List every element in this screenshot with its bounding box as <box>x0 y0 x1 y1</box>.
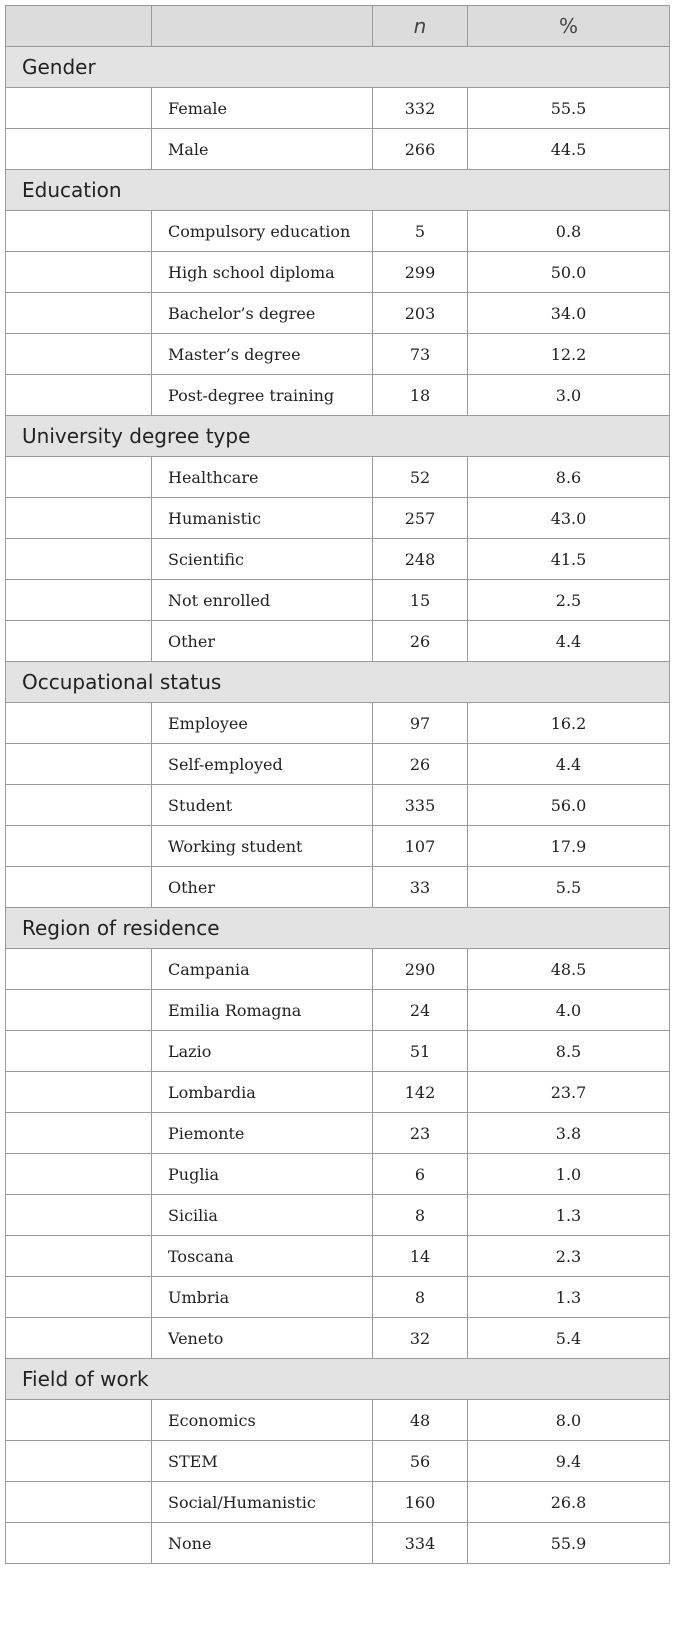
row-label: Veneto <box>152 1318 373 1359</box>
row-blank-cell <box>6 990 152 1031</box>
row-blank-cell <box>6 457 152 498</box>
table-body <box>6 47 670 1564</box>
row-n: 26 <box>373 744 468 785</box>
row-blank-cell <box>6 744 152 785</box>
row-n: 18 <box>373 375 468 416</box>
row-blank-cell <box>6 826 152 867</box>
row-label: Puglia <box>152 1154 373 1195</box>
row-blank-cell <box>6 1154 152 1195</box>
row-label: Student <box>152 785 373 826</box>
row-n: 24 <box>373 990 468 1031</box>
row-percent: 9.4 <box>468 1441 670 1482</box>
table-row <box>6 88 670 129</box>
table-row <box>6 703 670 744</box>
row-n: 332 <box>373 88 468 129</box>
row-label: High school diploma <box>152 252 373 293</box>
table-row <box>6 129 670 170</box>
row-n: 73 <box>373 334 468 375</box>
row-percent: 4.4 <box>468 744 670 785</box>
row-percent: 8.6 <box>468 457 670 498</box>
row-blank-cell <box>6 1031 152 1072</box>
row-n: 334 <box>373 1523 468 1564</box>
row-label: Scientific <box>152 539 373 580</box>
row-percent: 3.8 <box>468 1113 670 1154</box>
row-blank-cell <box>6 1195 152 1236</box>
row-n: 56 <box>373 1441 468 1482</box>
row-n: 160 <box>373 1482 468 1523</box>
row-label: Sicilia <box>152 1195 373 1236</box>
section-title: Region of residence <box>6 908 670 949</box>
row-label: Self-employed <box>152 744 373 785</box>
row-n: 6 <box>373 1154 468 1195</box>
row-label: Male <box>152 129 373 170</box>
row-blank-cell <box>6 867 152 908</box>
table-row <box>6 1236 670 1277</box>
table-row <box>6 293 670 334</box>
row-blank-cell <box>6 1277 152 1318</box>
row-n: 14 <box>373 1236 468 1277</box>
table-row <box>6 826 670 867</box>
table-row <box>6 580 670 621</box>
row-percent: 4.4 <box>468 621 670 662</box>
row-n: 335 <box>373 785 468 826</box>
table-row <box>6 498 670 539</box>
row-label: Lombardia <box>152 1072 373 1113</box>
row-n: 15 <box>373 580 468 621</box>
row-blank-cell <box>6 334 152 375</box>
row-n: 299 <box>373 252 468 293</box>
row-blank-cell <box>6 1236 152 1277</box>
section-header-row <box>6 1359 670 1400</box>
row-n: 257 <box>373 498 468 539</box>
row-n: 32 <box>373 1318 468 1359</box>
row-label: Emilia Romagna <box>152 990 373 1031</box>
row-label: None <box>152 1523 373 1564</box>
row-blank-cell <box>6 1072 152 1113</box>
row-percent: 5.5 <box>468 867 670 908</box>
table-row <box>6 1031 670 1072</box>
row-percent: 17.9 <box>468 826 670 867</box>
row-blank-cell <box>6 252 152 293</box>
header-blank-cell <box>6 6 152 47</box>
row-blank-cell <box>6 211 152 252</box>
row-blank-cell <box>6 1482 152 1523</box>
table-row <box>6 211 670 252</box>
row-n: 142 <box>373 1072 468 1113</box>
row-blank-cell <box>6 375 152 416</box>
section-title: University degree type <box>6 416 670 457</box>
row-percent: 8.5 <box>468 1031 670 1072</box>
row-label: Campania <box>152 949 373 990</box>
row-blank-cell <box>6 88 152 129</box>
row-label: STEM <box>152 1441 373 1482</box>
row-percent: 0.8 <box>468 211 670 252</box>
table-row <box>6 785 670 826</box>
row-label: Economics <box>152 1400 373 1441</box>
header-row <box>6 6 670 47</box>
row-label: Humanistic <box>152 498 373 539</box>
table-row <box>6 1318 670 1359</box>
row-n: 8 <box>373 1277 468 1318</box>
row-percent: 34.0 <box>468 293 670 334</box>
row-n: 51 <box>373 1031 468 1072</box>
row-blank-cell <box>6 580 152 621</box>
row-label: Social/Humanistic <box>152 1482 373 1523</box>
row-percent: 2.3 <box>468 1236 670 1277</box>
row-n: 8 <box>373 1195 468 1236</box>
row-percent: 16.2 <box>468 703 670 744</box>
section-header-row <box>6 416 670 457</box>
table-row <box>6 621 670 662</box>
table-row <box>6 539 670 580</box>
row-percent: 1.3 <box>468 1277 670 1318</box>
row-label: Toscana <box>152 1236 373 1277</box>
table-row <box>6 1441 670 1482</box>
row-n: 290 <box>373 949 468 990</box>
table-row <box>6 1072 670 1113</box>
section-title: Gender <box>6 47 670 88</box>
section-header-row <box>6 908 670 949</box>
section-title: Occupational status <box>6 662 670 703</box>
row-blank-cell <box>6 949 152 990</box>
table-row <box>6 1277 670 1318</box>
row-label: Healthcare <box>152 457 373 498</box>
row-label: Lazio <box>152 1031 373 1072</box>
row-label: Other <box>152 867 373 908</box>
row-percent: 1.3 <box>468 1195 670 1236</box>
row-blank-cell <box>6 621 152 662</box>
table-row <box>6 375 670 416</box>
row-percent: 41.5 <box>468 539 670 580</box>
header-percent: % <box>468 6 670 47</box>
row-n: 5 <box>373 211 468 252</box>
table-row <box>6 744 670 785</box>
section-title: Education <box>6 170 670 211</box>
row-blank-cell <box>6 539 152 580</box>
row-percent: 3.0 <box>468 375 670 416</box>
table-row <box>6 867 670 908</box>
table-row <box>6 1154 670 1195</box>
row-n: 203 <box>373 293 468 334</box>
row-percent: 2.5 <box>468 580 670 621</box>
row-blank-cell <box>6 785 152 826</box>
row-blank-cell <box>6 1113 152 1154</box>
row-percent: 5.4 <box>468 1318 670 1359</box>
row-label: Not enrolled <box>152 580 373 621</box>
table-row <box>6 1195 670 1236</box>
row-percent: 55.5 <box>468 88 670 129</box>
row-blank-cell <box>6 1318 152 1359</box>
row-label: Post-degree training <box>152 375 373 416</box>
row-label: Other <box>152 621 373 662</box>
row-percent: 26.8 <box>468 1482 670 1523</box>
row-n: 248 <box>373 539 468 580</box>
row-percent: 1.0 <box>468 1154 670 1195</box>
table-row <box>6 334 670 375</box>
table-row <box>6 990 670 1031</box>
demographics-table <box>5 5 670 1564</box>
row-percent: 48.5 <box>468 949 670 990</box>
row-percent: 23.7 <box>468 1072 670 1113</box>
row-n: 26 <box>373 621 468 662</box>
table-row <box>6 1113 670 1154</box>
section-header-row <box>6 170 670 211</box>
table-row <box>6 252 670 293</box>
row-percent: 8.0 <box>468 1400 670 1441</box>
row-n: 33 <box>373 867 468 908</box>
row-n: 23 <box>373 1113 468 1154</box>
row-label: Compulsory education <box>152 211 373 252</box>
row-label: Piemonte <box>152 1113 373 1154</box>
row-label: Working student <box>152 826 373 867</box>
header-blank-cell <box>152 6 373 47</box>
header-n: n <box>373 6 468 47</box>
table-row <box>6 457 670 498</box>
section-header-row <box>6 662 670 703</box>
row-blank-cell <box>6 1441 152 1482</box>
table-row <box>6 1523 670 1564</box>
row-n: 266 <box>373 129 468 170</box>
row-label: Umbria <box>152 1277 373 1318</box>
row-percent: 50.0 <box>468 252 670 293</box>
row-blank-cell <box>6 1400 152 1441</box>
row-n: 48 <box>373 1400 468 1441</box>
row-blank-cell <box>6 1523 152 1564</box>
row-n: 52 <box>373 457 468 498</box>
table-row <box>6 1482 670 1523</box>
row-percent: 4.0 <box>468 990 670 1031</box>
row-label: Employee <box>152 703 373 744</box>
section-header-row <box>6 47 670 88</box>
row-blank-cell <box>6 498 152 539</box>
row-percent: 55.9 <box>468 1523 670 1564</box>
row-label: Female <box>152 88 373 129</box>
table-row <box>6 1400 670 1441</box>
row-label: Bachelor’s degree <box>152 293 373 334</box>
row-percent: 43.0 <box>468 498 670 539</box>
table-row <box>6 949 670 990</box>
section-title: Field of work <box>6 1359 670 1400</box>
row-percent: 44.5 <box>468 129 670 170</box>
row-blank-cell <box>6 129 152 170</box>
row-blank-cell <box>6 293 152 334</box>
row-percent: 56.0 <box>468 785 670 826</box>
row-blank-cell <box>6 703 152 744</box>
row-n: 97 <box>373 703 468 744</box>
row-label: Master’s degree <box>152 334 373 375</box>
row-n: 107 <box>373 826 468 867</box>
row-percent: 12.2 <box>468 334 670 375</box>
